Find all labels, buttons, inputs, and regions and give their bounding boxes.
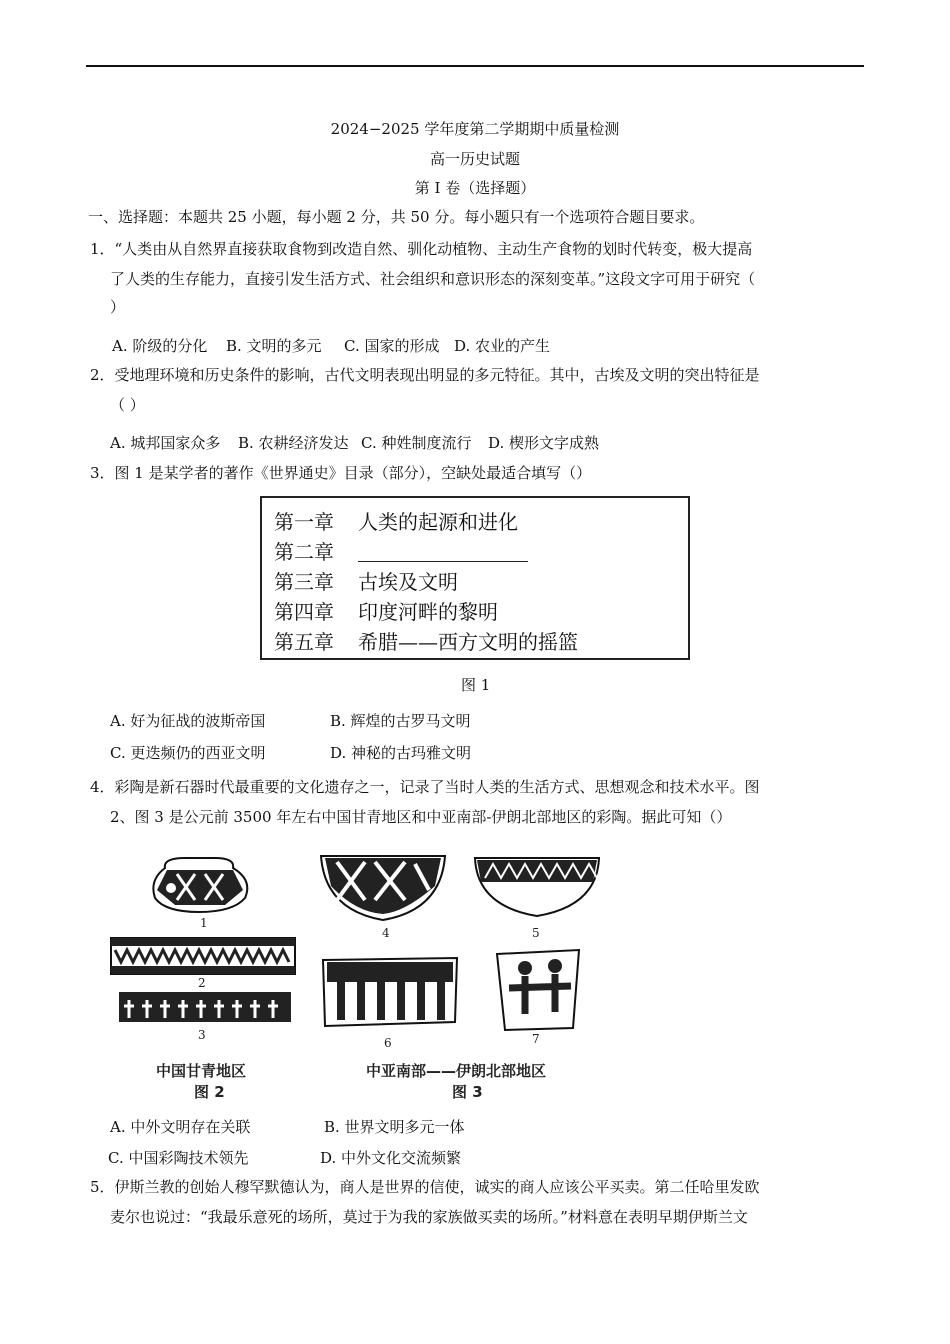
toc-row [274, 566, 458, 595]
toc-title: 希腊——西方文明的摇篮 [358, 630, 578, 654]
pottery-6-illustration [323, 958, 457, 1026]
toc-blank-line [358, 545, 528, 562]
toc-row [274, 506, 518, 535]
toc-chapter: 第一章 [274, 510, 334, 534]
q3-option-d[interactable]: D. 神秘的古玛雅文明 [330, 744, 472, 762]
q2-option-d[interactable]: D. 楔形文字成熟 [488, 434, 600, 452]
q1-line2: 了人类的生存能力，直接引发生活方式、社会组织和意识形态的深刻变革。”这段文字可用于研究（ [110, 270, 756, 288]
q4-option-c[interactable]: C. 中国彩陶技术领先 [108, 1149, 249, 1167]
toc-chapter: 第二章 [274, 540, 334, 564]
q2-option-c[interactable]: C. 种姓制度流行 [361, 434, 472, 452]
q2-option-b[interactable]: B. 农耕经济发达 [238, 434, 349, 452]
top-rule [86, 65, 864, 67]
pottery-number-7: 7 [532, 1032, 540, 1046]
pottery-1-illustration [153, 858, 247, 912]
pottery-5-illustration [475, 858, 599, 916]
toc-title: 人类的起源和进化 [358, 510, 518, 534]
toc-chapter: 第四章 [274, 600, 334, 624]
exam-subtitle: 高一历史试题 [429, 150, 520, 168]
q1-option-c[interactable]: C. 国家的形成 [344, 337, 440, 355]
q4-option-a[interactable]: A. 中外文明存在关联 [110, 1118, 251, 1136]
toc-row [274, 596, 498, 625]
q3-option-b[interactable]: B. 辉煌的古罗马文明 [330, 712, 471, 730]
q5-line1: 5．伊斯兰教的创始人穆罕默德认为，商人是世界的信使，诚实的商人应该公平买卖。第二任哈里发欧 [90, 1178, 760, 1196]
q5-line2: 麦尔也说过：“我最乐意死的场所，莫过于为我的家族做买卖的场所。”材料意在表明早期伊斯兰文 [110, 1208, 748, 1226]
exam-title: 2024−2025 学年度第二学期期中质量检测 [330, 120, 620, 138]
q4-line2: 2、图 3 是公元前 3500 年左右中国甘青地区和中亚南部-伊朗北部地区的彩陶。据此可知（） [110, 808, 732, 826]
toc-row [274, 626, 578, 655]
q4-line1: 4．彩陶是新石器时代最重要的文化遗存之一，记录了当时人类的生活方式、思想观念和技术水平。图 [90, 778, 760, 796]
pottery-number-1: 1 [200, 916, 208, 930]
pottery-3-illustration [119, 992, 291, 1022]
pottery-2-illustration [111, 938, 295, 974]
q1-line1: 1．“人类由从自然界直接获取食物到改造自然、驯化动植物、主动生产食物的划时代转变，极大提高 [90, 240, 753, 258]
instructions: 一、选择题：本题共 25 小题，每小题 2 分，共 50 分。每小题只有一个选项符合题目要求。 [88, 208, 705, 226]
figure-2-region: 中国甘青地区 [156, 1062, 247, 1080]
figure-3-label: 图 3 [452, 1083, 483, 1101]
pottery-number-5: 5 [532, 926, 540, 940]
pottery-number-6: 6 [384, 1036, 392, 1050]
toc-chapter: 第三章 [274, 570, 334, 594]
q2-line2: （ ） [110, 396, 145, 414]
pottery-number-2: 2 [198, 976, 206, 990]
q1-option-d[interactable]: D. 农业的产生 [454, 337, 551, 355]
toc-title: 印度河畔的黎明 [358, 600, 498, 624]
pottery-7-illustration [497, 950, 579, 1030]
toc-title: 古埃及文明 [358, 570, 458, 594]
toc-chapter: 第五章 [274, 630, 334, 654]
table-of-contents-figure [260, 496, 690, 660]
q3-option-a[interactable]: A. 好为征战的波斯帝国 [110, 712, 266, 730]
q1-option-a[interactable]: A. 阶级的分化 [112, 337, 208, 355]
toc-row [274, 536, 528, 565]
q1-option-b[interactable]: B. 文明的多元 [226, 337, 322, 355]
q4-option-b[interactable]: B. 世界文明多元一体 [324, 1118, 465, 1136]
q2-option-a[interactable]: A. 城邦国家众多 [110, 434, 221, 452]
pottery-number-4: 4 [382, 926, 390, 940]
pottery-4-illustration [321, 856, 445, 920]
q1-line3: ） [110, 298, 126, 316]
figure-1-caption: 图 1 [461, 676, 491, 694]
section-title: 第 I 卷（选择题） [414, 179, 536, 197]
q2-line1: 2．受地理环境和历史条件的影响，古代文明表现出明显的多元特征。其中，古埃及文明的突出特征是 [90, 366, 760, 384]
q3-line1: 3．图 1 是某学者的著作《世界通史》目录（部分），空缺处最适合填写（） [90, 464, 592, 482]
q3-option-c[interactable]: C. 更迭频仍的西亚文明 [110, 744, 266, 762]
figure-2-label: 图 2 [194, 1083, 225, 1101]
figure-3-region: 中亚南部——伊朗北部地区 [366, 1062, 547, 1080]
pottery-number-3: 3 [198, 1028, 206, 1042]
q4-option-d[interactable]: D. 中外文化交流频繁 [320, 1149, 462, 1167]
